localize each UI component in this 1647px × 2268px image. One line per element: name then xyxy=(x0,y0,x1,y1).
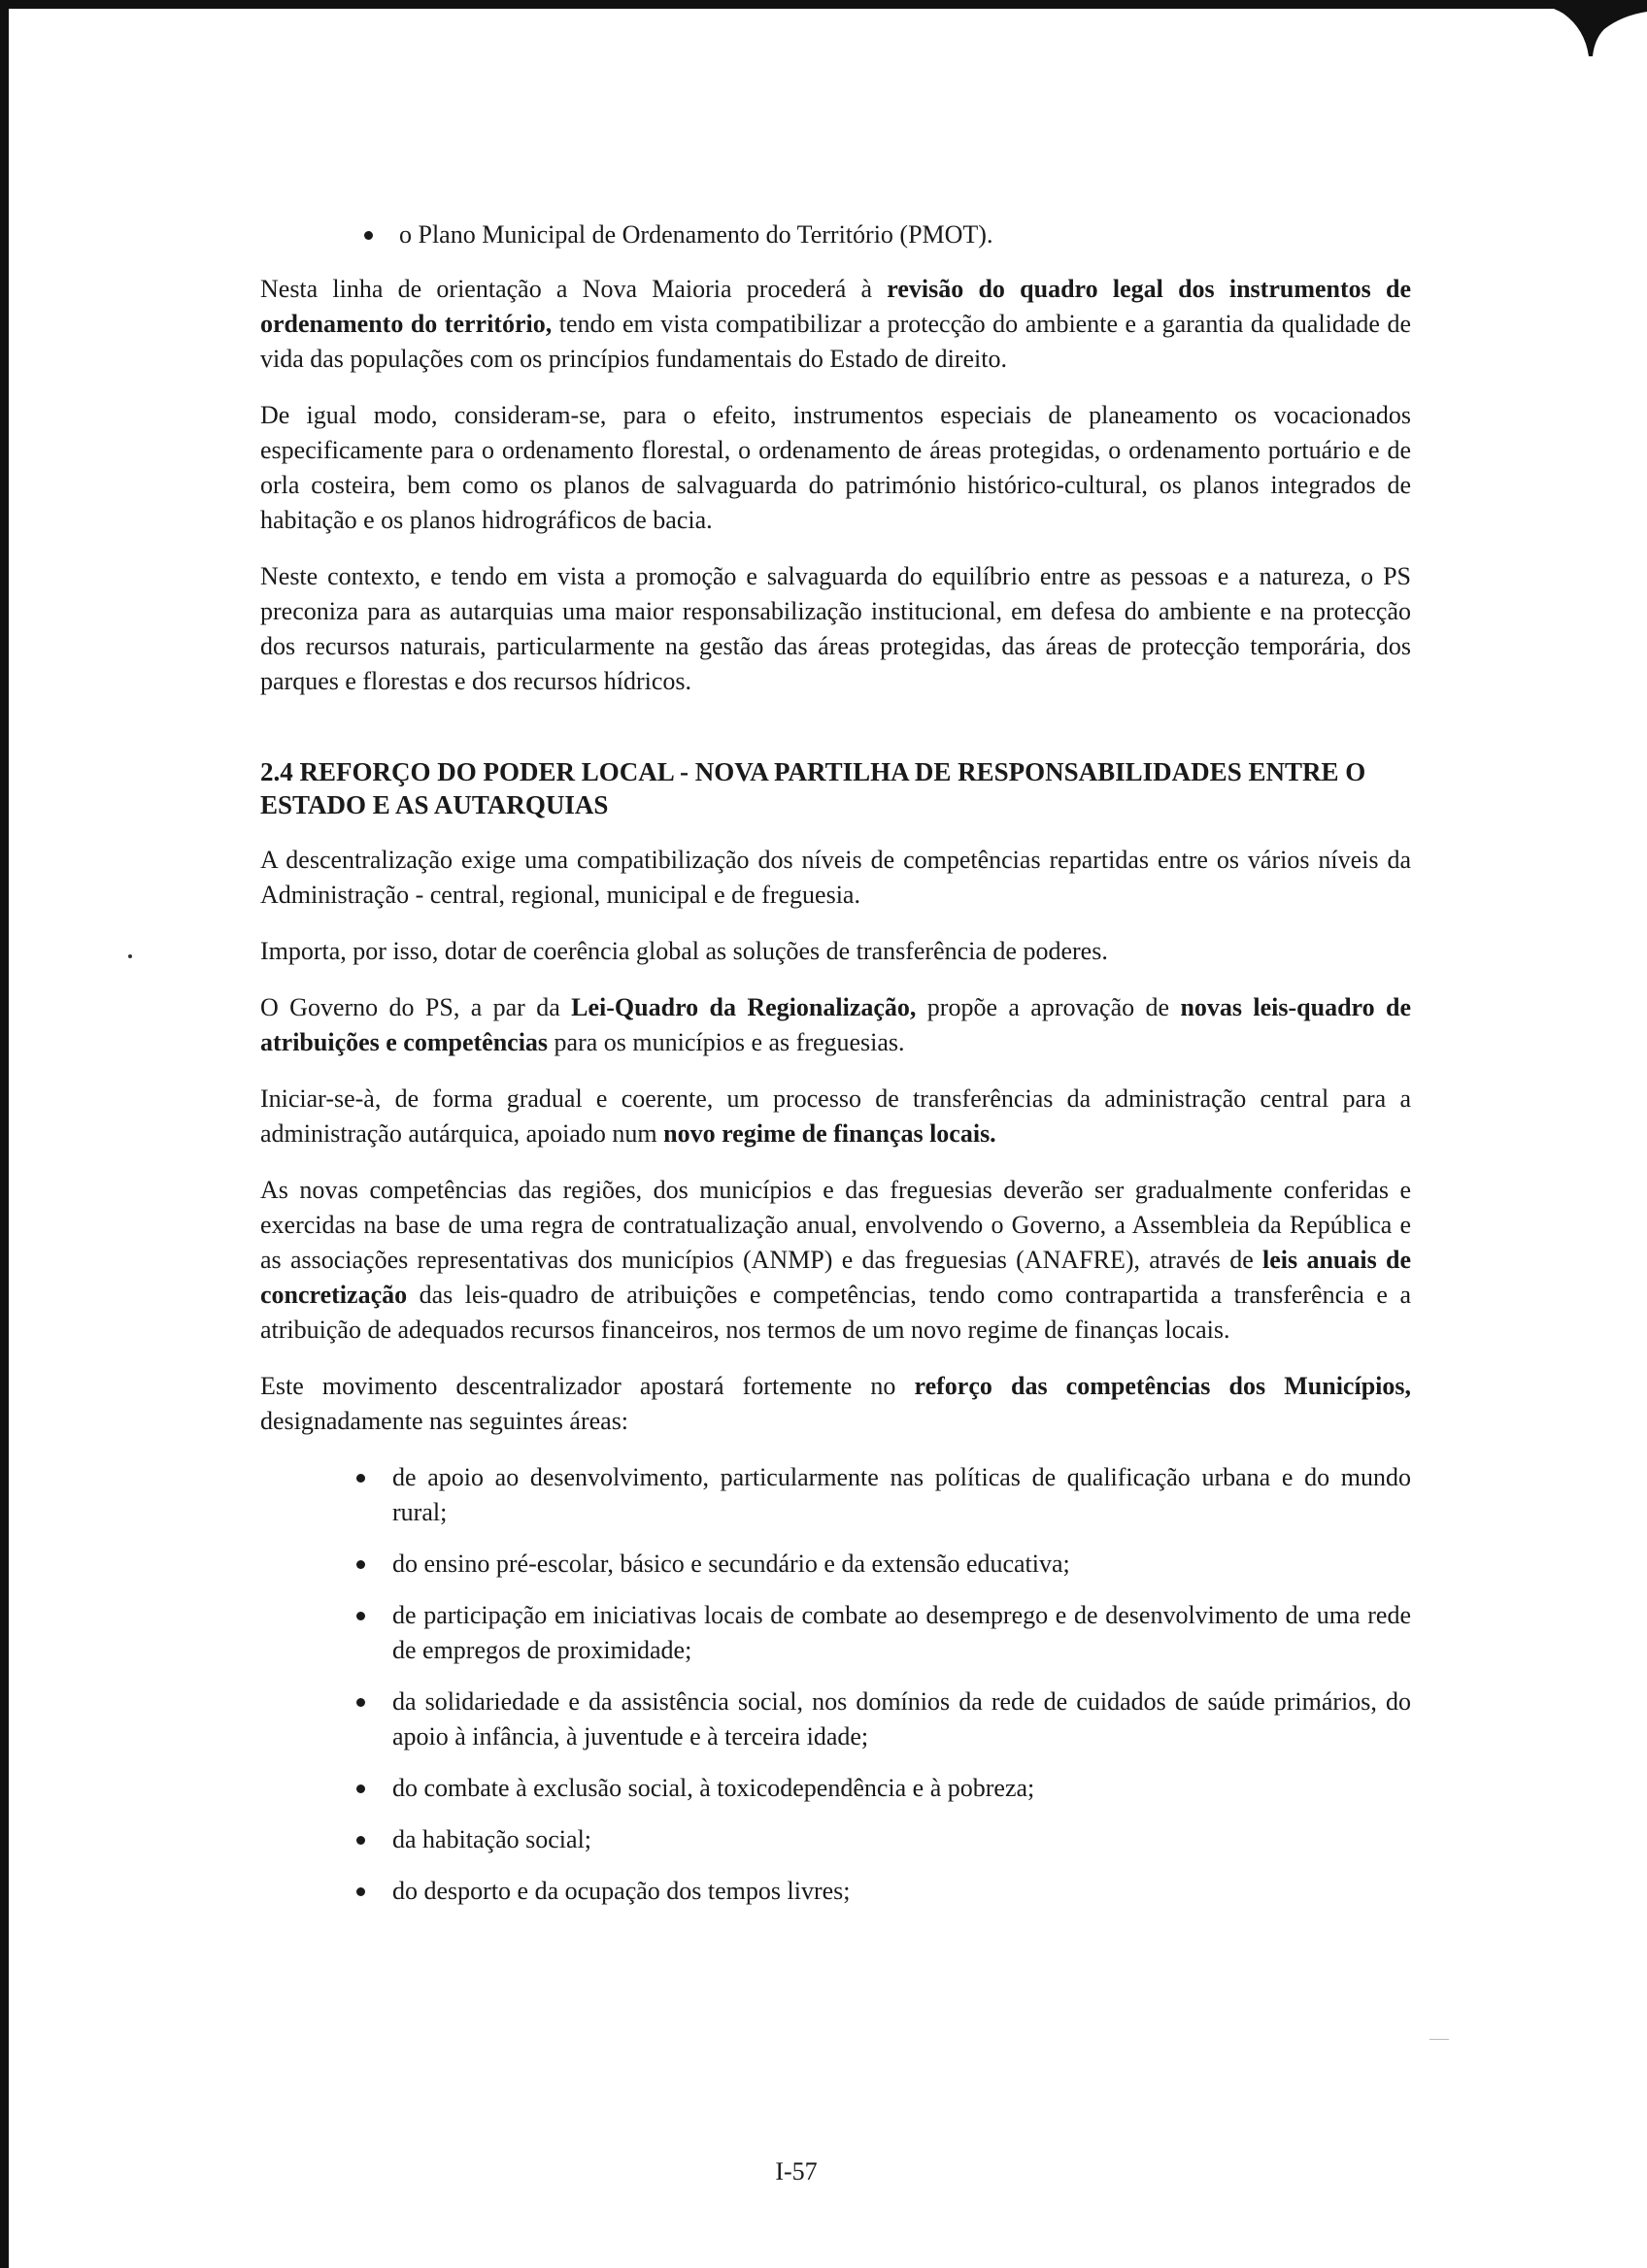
paragraph-coherence: Importa, por isso, dotar de coerência global as soluções de transferência de poderes. xyxy=(260,937,1108,965)
bullet-dot xyxy=(356,1887,365,1896)
list-item-text: do desporto e da ocupação dos tempos livres; xyxy=(392,1877,851,1905)
text-run: Nesta linha de orientação a Nova Maioria procederá à xyxy=(260,275,888,303)
paragraph-revision xyxy=(260,272,1411,377)
text-run: Iniciar-se-à, de forma gradual e coerente, um processo de transferências da administração central para a administração autárquica, apoiado num xyxy=(260,1084,1411,1148)
bold-text-run: leis anuais de concretização xyxy=(260,1246,1411,1309)
bullet-dot xyxy=(356,1698,365,1707)
text-run: Este movimento descentralizador apostará fortemente no xyxy=(260,1372,915,1400)
list-item xyxy=(356,1684,1411,1754)
scan-speck xyxy=(128,954,132,958)
areas-list xyxy=(260,1460,1411,1909)
list-item-text: do ensino pré-escolar, básico e secundário e da extensão educativa; xyxy=(392,1550,1070,1578)
paragraph-decentralization: A descentralização exige uma compatibilização dos níveis de competências repartidas entre os vários níveis da Administração - central, regional, municipal e de freguesia. xyxy=(260,846,1411,909)
bold-text-run: novas leis-quadro de atribuições e competências xyxy=(260,993,1412,1056)
bullet-dot xyxy=(356,1784,365,1793)
list-item-text: da habitação social; xyxy=(392,1825,592,1853)
text-run: das leis-quadro de atribuições e competências, tendo como contrapartida a transferência e a atribuição de adequados recursos financeiros, nos termos de um novo regime de finanças locais. xyxy=(260,1281,1411,1344)
list-item xyxy=(356,1547,1411,1582)
list-item xyxy=(356,1874,1411,1909)
text-run: tendo em vista compatibilizar a protecção do ambiente e a garantia da qualidade de vida das populações com os princípios fundamentais do Estado de direito. xyxy=(260,310,1412,373)
bold-text-run: Lei-Quadro da Regionalização, xyxy=(571,993,917,1021)
section-heading: 2.4 REFORÇO DO PODER LOCAL - NOVA PARTILHA DE RESPONSABILIDADES ENTRE O ESTADO E AS AUTARQUIAS xyxy=(260,757,1366,819)
text-run: As novas competências das regiões, dos municípios e das freguesias deverão ser gradualmente conferidas e exercidas na base de uma regra de contratualização anual, envolvendo o Governo, a Assembleia da República e as associações representativas dos municípios (ANMP) e das freguesias (ANAFRE), através de xyxy=(260,1176,1411,1274)
bullet-dot xyxy=(356,1612,365,1620)
text-run: O Governo do PS, a par da xyxy=(260,993,572,1021)
list-item-text: de participação em iniciativas locais de combate ao desemprego e de desenvolvimento de uma rede de empregos de proximidade; xyxy=(392,1601,1411,1664)
page-number: I-57 xyxy=(775,2157,818,2185)
intro-bullet-text: o Plano Municipal de Ordenamento do Território (PMOT). xyxy=(399,220,993,249)
bullet-dot xyxy=(364,231,373,240)
list-item xyxy=(356,1771,1411,1806)
paragraph-special-instruments: De igual modo, consideram-se, para o efeito, instrumentos especiais de planeamento os vocacionados especificamente para o ordenamento florestal, o ordenamento de áreas protegidas, o ordenamento portuário e de orla costeira, bem como os planos de salvaguarda do património histórico-cultural, os planos integrados de habitação e os planos hidrográficos de bacia. xyxy=(260,401,1411,534)
document-page xyxy=(260,217,1411,1925)
paragraph-movement xyxy=(260,1369,1411,1439)
list-item xyxy=(356,1822,1411,1857)
bullet-dot xyxy=(356,1560,365,1569)
list-item-text: da solidariedade e da assistência social, nos domínios da rede de cuidados de saúde primários, do apoio à infância, à juventude e à terceira idade; xyxy=(392,1687,1411,1751)
scan-corner-mark xyxy=(1544,0,1647,58)
intro-bullet-item xyxy=(364,217,1411,252)
list-item xyxy=(356,1460,1411,1530)
paragraph-government xyxy=(260,990,1411,1060)
paragraph-new-competences xyxy=(260,1173,1411,1348)
bold-text-run: revisão do quadro legal dos instrumentos de ordenamento do território, xyxy=(260,275,1412,338)
scan-margin-mark xyxy=(1429,2039,1449,2040)
list-item xyxy=(356,1598,1411,1668)
text-run: designadamente nas seguintes áreas: xyxy=(260,1407,629,1435)
scan-border-left xyxy=(0,0,9,2268)
paragraph-context: Neste contexto, e tendo em vista a promoção e salvaguarda do equilíbrio entre as pessoas e a natureza, o PS preconiza para as autarquias uma maior responsabilização institucional, em defesa do ambiente e na protecção dos recursos naturais, particularmente na gestão das áreas protegidas, das áreas de protecção temporária, dos parques e florestas e dos recursos hídricos. xyxy=(260,562,1411,695)
text-run: para os municípios e as freguesias. xyxy=(548,1028,905,1056)
list-item-text: de apoio ao desenvolvimento, particularmente nas políticas de qualificação urbana e do mundo rural; xyxy=(392,1463,1411,1526)
text-run: propõe a aprovação de xyxy=(916,993,1181,1021)
list-item-text: do combate à exclusão social, à toxicodependência e à pobreza; xyxy=(392,1774,1035,1802)
paragraph-transfer xyxy=(260,1082,1411,1151)
bullet-dot xyxy=(356,1836,365,1845)
bold-text-run: novo regime de finanças locais. xyxy=(663,1119,996,1148)
bold-text-run: reforço das competências dos Municípios, xyxy=(914,1372,1411,1400)
bullet-dot xyxy=(356,1474,365,1483)
scan-border-top xyxy=(0,0,1554,9)
